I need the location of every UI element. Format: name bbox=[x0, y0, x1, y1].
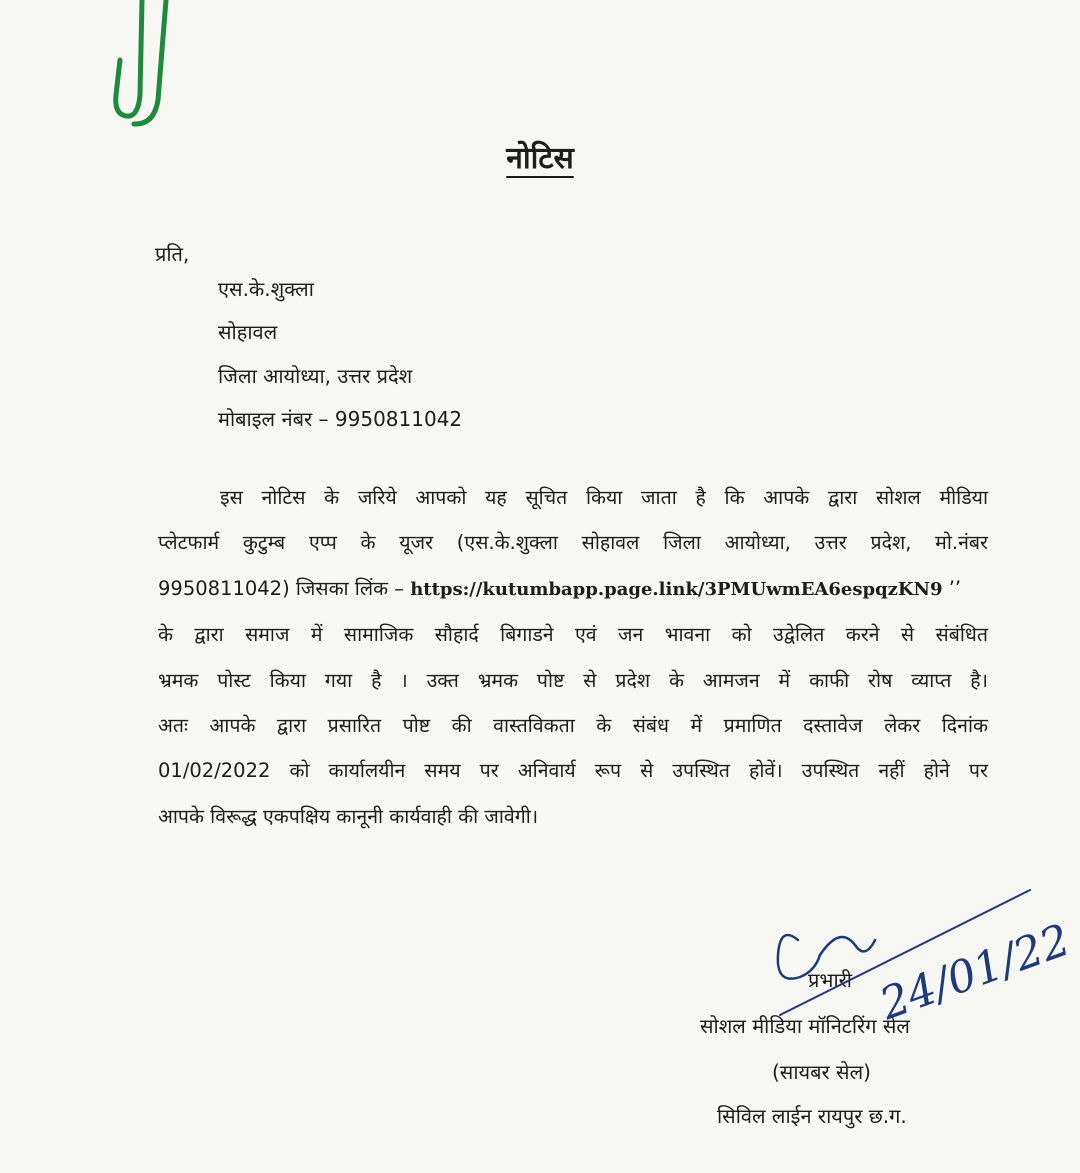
body-line: प्लेटफार्म कुटुम्ब एप्प के यूजर (एस.के.शुक्ला सोहावल जिला आयोध्या, उत्तर प्रदेश, मो.नंबर bbox=[158, 531, 988, 555]
notice-title: नोटिस bbox=[506, 141, 574, 176]
body-line: 9950811042) जिसका लिंक – bbox=[158, 576, 411, 600]
recipient-prefix: प्रति, bbox=[155, 242, 190, 266]
body-line-link bbox=[158, 566, 988, 612]
recipient-name: एस.के.शुक्ला bbox=[218, 277, 314, 301]
link-close-quote: ’’ bbox=[942, 576, 962, 600]
body-line: 01/02/2022 को कार्यालयीन समय पर अनिवार्य रूप से उपस्थित होवें। उपस्थित नहीं होने पर bbox=[158, 759, 988, 783]
recipient-place: सोहावल bbox=[218, 320, 278, 344]
notice-body bbox=[158, 475, 988, 839]
paper-clip-icon bbox=[100, 0, 180, 130]
body-line: भ्रमक पोस्ट किया गया है । उक्त भ्रमक पोष्ट से प्रदेश के आमजन में काफी रोष व्याप्त है। bbox=[158, 668, 988, 692]
signatory-office: सोशल मीडिया मॉनिटरिंग सेल bbox=[700, 1014, 910, 1038]
handwritten-date: 24/01/22 bbox=[873, 914, 1077, 1031]
body-line: के द्वारा समाज में सामाजिक सौहार्द बिगाडने एवं जन भावना को उद्वेलित करने से संबंधित bbox=[158, 623, 988, 647]
body-line: आपके विरूद्ध एकपक्षिय कानूनी कार्यवाही की जावेगी। bbox=[158, 804, 539, 828]
recipient-district: जिला आयोध्या, उत्तर प्रदेश bbox=[218, 364, 413, 388]
signatory-cell: (सायबर सेल) bbox=[772, 1060, 871, 1084]
body-line: इस नोटिस के जरिये आपको यह सूचित किया जाता है कि आपके द्वारा सोशल मीडिया bbox=[220, 486, 988, 509]
signatory-role: प्रभारी bbox=[808, 968, 852, 992]
signatory-address: सिविल लाईन रायपुर छ.ग. bbox=[717, 1104, 907, 1128]
recipient-mobile: मोबाइल नंबर – 9950811042 bbox=[218, 407, 463, 431]
body-line: अतः आपके द्वारा प्रसारित पोष्ट की वास्तविकता के संबंध में प्रमाणित दस्तावेज लेकर दिनांक bbox=[158, 714, 988, 738]
post-link: https://kutumbapp.page.link/3PMUwmEA6espqzKN9 bbox=[410, 578, 943, 600]
